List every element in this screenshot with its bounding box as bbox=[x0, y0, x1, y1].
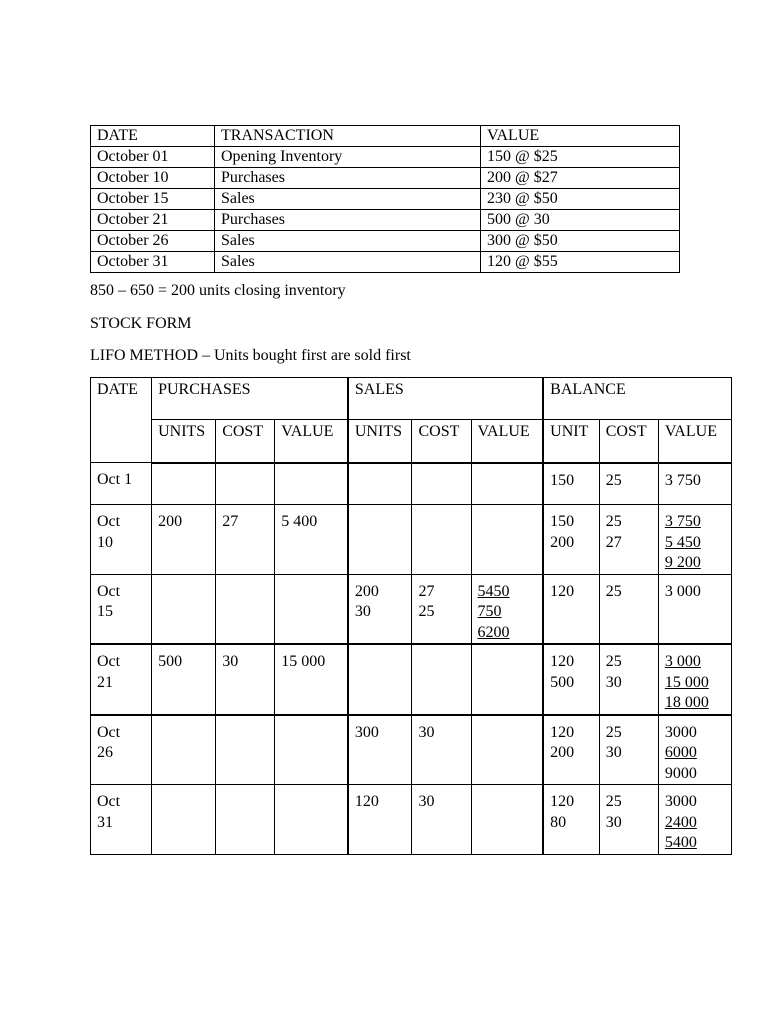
cell-value: 30 bbox=[605, 813, 622, 831]
cell-value: 80 bbox=[550, 813, 567, 831]
sales-cost-header: COST bbox=[412, 420, 471, 463]
cell-value: 30 bbox=[222, 653, 239, 670]
cell-value: 9 200 bbox=[664, 554, 701, 571]
purchase-units-cell bbox=[152, 574, 216, 644]
purchase-units-cell bbox=[152, 785, 216, 855]
transaction-cell: Purchases bbox=[215, 168, 481, 189]
purchases-units-header: UNITS bbox=[152, 420, 216, 463]
cell-value: 21 bbox=[97, 673, 113, 691]
cell-value: 5400 bbox=[664, 834, 697, 851]
cell-value: 30 bbox=[605, 744, 622, 761]
sale-cost-cell bbox=[412, 785, 471, 855]
cell-value: 150 bbox=[550, 471, 575, 489]
sale-units-cell bbox=[348, 505, 412, 575]
purchase-value-cell bbox=[275, 463, 348, 505]
balance-cost-cell bbox=[599, 505, 658, 575]
cell-value: 200 bbox=[550, 533, 575, 551]
cell-value: 15 000 bbox=[664, 673, 709, 691]
balance-value-cell bbox=[658, 463, 731, 505]
sale-units-cell bbox=[348, 574, 412, 644]
cell-value: 120 bbox=[550, 793, 575, 810]
cell-value: 5450 bbox=[477, 582, 510, 600]
transaction-cell: Opening Inventory bbox=[215, 147, 481, 168]
transaction-cell: Sales bbox=[215, 252, 481, 273]
cell-value: 18 000 bbox=[664, 694, 709, 711]
purchases-value-header: VALUE bbox=[275, 420, 348, 463]
value-header: VALUE bbox=[481, 126, 680, 147]
sale-value-cell bbox=[471, 505, 543, 575]
balance-cost-cell bbox=[599, 715, 658, 785]
cell-value: 25 bbox=[605, 471, 622, 489]
cell-value: Oct bbox=[97, 723, 121, 741]
date-cell bbox=[91, 463, 152, 505]
cell-value: 30 bbox=[418, 793, 435, 810]
sale-value-cell bbox=[471, 463, 543, 505]
date-cell: October 21 bbox=[91, 210, 215, 231]
purchase-value-cell bbox=[275, 574, 348, 644]
cell-value: 30 bbox=[418, 723, 435, 741]
stock-row bbox=[91, 644, 732, 715]
sales-value-header: VALUE bbox=[471, 420, 543, 463]
sale-cost-cell bbox=[412, 644, 471, 715]
date-cell bbox=[91, 505, 152, 575]
cell-value: 3000 bbox=[664, 793, 697, 810]
transaction-cell: Sales bbox=[215, 231, 481, 252]
purchase-cost-cell bbox=[216, 463, 275, 505]
purchase-value-cell bbox=[275, 715, 348, 785]
cell-value: 120 bbox=[550, 653, 575, 670]
sale-cost-cell bbox=[412, 574, 471, 644]
cell-value: 3000 bbox=[664, 723, 697, 741]
value-cell: 500 @ 30 bbox=[481, 210, 680, 231]
purchase-units-cell bbox=[152, 463, 216, 505]
date-cell bbox=[91, 785, 152, 855]
sale-units-cell bbox=[348, 463, 412, 505]
cell-value: 120 bbox=[550, 723, 575, 741]
table-row bbox=[91, 231, 680, 252]
purchase-cost-cell bbox=[216, 574, 275, 644]
sale-value-cell bbox=[471, 574, 543, 644]
sale-units-cell bbox=[348, 785, 412, 855]
cell-value: 3 000 bbox=[664, 582, 701, 600]
cell-value: 15 bbox=[97, 603, 113, 620]
cell-value: 6000 bbox=[664, 744, 697, 761]
cell-value: 3 750 bbox=[664, 471, 701, 489]
cell-value: Oct bbox=[97, 653, 121, 670]
purchase-units-cell bbox=[152, 644, 216, 715]
purchase-cost-cell bbox=[216, 644, 275, 715]
sale-cost-cell bbox=[412, 505, 471, 575]
cell-value: 3 000 bbox=[664, 653, 701, 670]
transaction-cell: Purchases bbox=[215, 210, 481, 231]
sales-units-header: UNITS bbox=[348, 420, 412, 463]
cell-value: 10 bbox=[97, 533, 113, 551]
cell-value: 25 bbox=[605, 793, 622, 810]
cell-value: 200 bbox=[550, 744, 575, 761]
purchases-cost-header: COST bbox=[216, 420, 275, 463]
cell-value: 5 450 bbox=[664, 533, 701, 551]
stock-row bbox=[91, 785, 732, 855]
cell-value: 120 bbox=[354, 793, 379, 810]
purchase-value-cell bbox=[275, 785, 348, 855]
date-cell bbox=[91, 644, 152, 715]
date-cell: October 31 bbox=[91, 252, 215, 273]
cell-value: 31 bbox=[97, 813, 113, 831]
cell-value: 500 bbox=[158, 653, 183, 670]
sales-group-header: SALES bbox=[348, 378, 543, 420]
balance-cost-cell bbox=[599, 785, 658, 855]
cell-value: Oct bbox=[97, 793, 121, 810]
stock-row bbox=[91, 463, 732, 505]
cell-value: 15 000 bbox=[281, 653, 326, 670]
purchase-value-cell bbox=[275, 644, 348, 715]
sale-value-cell bbox=[471, 785, 543, 855]
balance-value-cell bbox=[658, 715, 731, 785]
date-header: DATE bbox=[91, 126, 215, 147]
balance-unit-header: UNIT bbox=[543, 420, 599, 463]
sale-value-cell bbox=[471, 644, 543, 715]
value-cell: 300 @ $50 bbox=[481, 231, 680, 252]
balance-cost-cell bbox=[599, 574, 658, 644]
balance-cost-cell bbox=[599, 644, 658, 715]
purchase-units-cell bbox=[152, 715, 216, 785]
cell-value: 750 bbox=[477, 603, 502, 620]
balance-cost-header: COST bbox=[599, 420, 658, 463]
cell-value: 9000 bbox=[664, 764, 697, 782]
cell-value: 200 bbox=[354, 582, 379, 600]
stock-form-heading: STOCK FORM bbox=[90, 315, 192, 332]
cell-value: 300 bbox=[354, 723, 379, 741]
purchases-group-header: PURCHASES bbox=[152, 378, 348, 420]
cell-value: 500 bbox=[550, 673, 575, 691]
cell-value: Oct bbox=[97, 513, 121, 530]
balance-units-cell bbox=[543, 505, 599, 575]
cell-value: 3 750 bbox=[664, 513, 701, 530]
date-cell bbox=[91, 574, 152, 644]
cell-value: 150 bbox=[550, 513, 575, 530]
balance-units-cell bbox=[543, 644, 599, 715]
value-cell: 200 @ $27 bbox=[481, 168, 680, 189]
table-row bbox=[91, 168, 680, 189]
sale-cost-cell bbox=[412, 463, 471, 505]
table-header-row bbox=[91, 126, 680, 147]
date-cell: October 15 bbox=[91, 189, 215, 210]
sale-cost-cell bbox=[412, 715, 471, 785]
stock-form-body bbox=[91, 378, 732, 855]
sale-units-cell bbox=[348, 715, 412, 785]
balance-group-header: BALANCE bbox=[543, 378, 731, 420]
value-cell: 150 @ $25 bbox=[481, 147, 680, 168]
value-cell: 230 @ $50 bbox=[481, 189, 680, 210]
table-row bbox=[91, 210, 680, 231]
cell-value: 25 bbox=[605, 513, 622, 530]
balance-units-cell bbox=[543, 715, 599, 785]
transaction-header: TRANSACTION bbox=[215, 126, 481, 147]
cell-value: 30 bbox=[605, 673, 622, 691]
cell-value: 27 bbox=[605, 533, 622, 551]
transaction-cell: Sales bbox=[215, 189, 481, 210]
purchase-cost-cell bbox=[216, 785, 275, 855]
purchase-value-cell bbox=[275, 505, 348, 575]
purchase-cost-cell bbox=[216, 715, 275, 785]
lifo-method-heading: LIFO METHOD – Units bought first are sold first bbox=[90, 347, 411, 364]
cell-value: 5 400 bbox=[281, 513, 318, 530]
transactions-table-body bbox=[91, 126, 680, 273]
subheader-row bbox=[91, 420, 732, 463]
cell-value: 2400 bbox=[664, 813, 697, 831]
balance-value-cell bbox=[658, 785, 731, 855]
cell-value: 25 bbox=[605, 723, 622, 741]
closing-inventory-note: 850 – 650 = 200 units closing inventory bbox=[90, 282, 346, 299]
cell-value: 25 bbox=[605, 653, 622, 670]
stock-row bbox=[91, 715, 732, 785]
cell-value: 200 bbox=[158, 513, 183, 530]
cell-value: 26 bbox=[97, 744, 113, 761]
cell-value: 27 bbox=[418, 582, 435, 600]
stock-form-table bbox=[90, 377, 732, 855]
balance-units-cell bbox=[543, 574, 599, 644]
date-cell bbox=[91, 715, 152, 785]
balance-units-cell bbox=[543, 785, 599, 855]
balance-units-cell bbox=[543, 463, 599, 505]
stock-row bbox=[91, 505, 732, 575]
date-cell: October 01 bbox=[91, 147, 215, 168]
cell-value: Oct 1 bbox=[97, 471, 133, 488]
date-column-header: DATE bbox=[91, 378, 152, 463]
balance-value-cell bbox=[658, 574, 731, 644]
purchase-units-cell bbox=[152, 505, 216, 575]
date-cell: October 10 bbox=[91, 168, 215, 189]
value-cell: 120 @ $55 bbox=[481, 252, 680, 273]
cell-value: 27 bbox=[222, 513, 239, 530]
table-row bbox=[91, 147, 680, 168]
table-row bbox=[91, 189, 680, 210]
date-cell: October 26 bbox=[91, 231, 215, 252]
cell-value: Oct bbox=[97, 582, 121, 600]
balance-value-cell bbox=[658, 644, 731, 715]
stock-row bbox=[91, 574, 732, 644]
cell-value: 25 bbox=[418, 603, 435, 620]
cell-value: 30 bbox=[354, 603, 371, 620]
transactions-table bbox=[90, 125, 680, 273]
balance-value-cell bbox=[658, 505, 731, 575]
sale-value-cell bbox=[471, 715, 543, 785]
purchase-cost-cell bbox=[216, 505, 275, 575]
balance-cost-cell bbox=[599, 463, 658, 505]
cell-value: 120 bbox=[550, 582, 575, 600]
cell-value: 25 bbox=[605, 582, 622, 600]
table-row bbox=[91, 252, 680, 273]
cell-value: 6200 bbox=[477, 623, 510, 641]
balance-value-header: VALUE bbox=[658, 420, 731, 463]
sale-units-cell bbox=[348, 644, 412, 715]
